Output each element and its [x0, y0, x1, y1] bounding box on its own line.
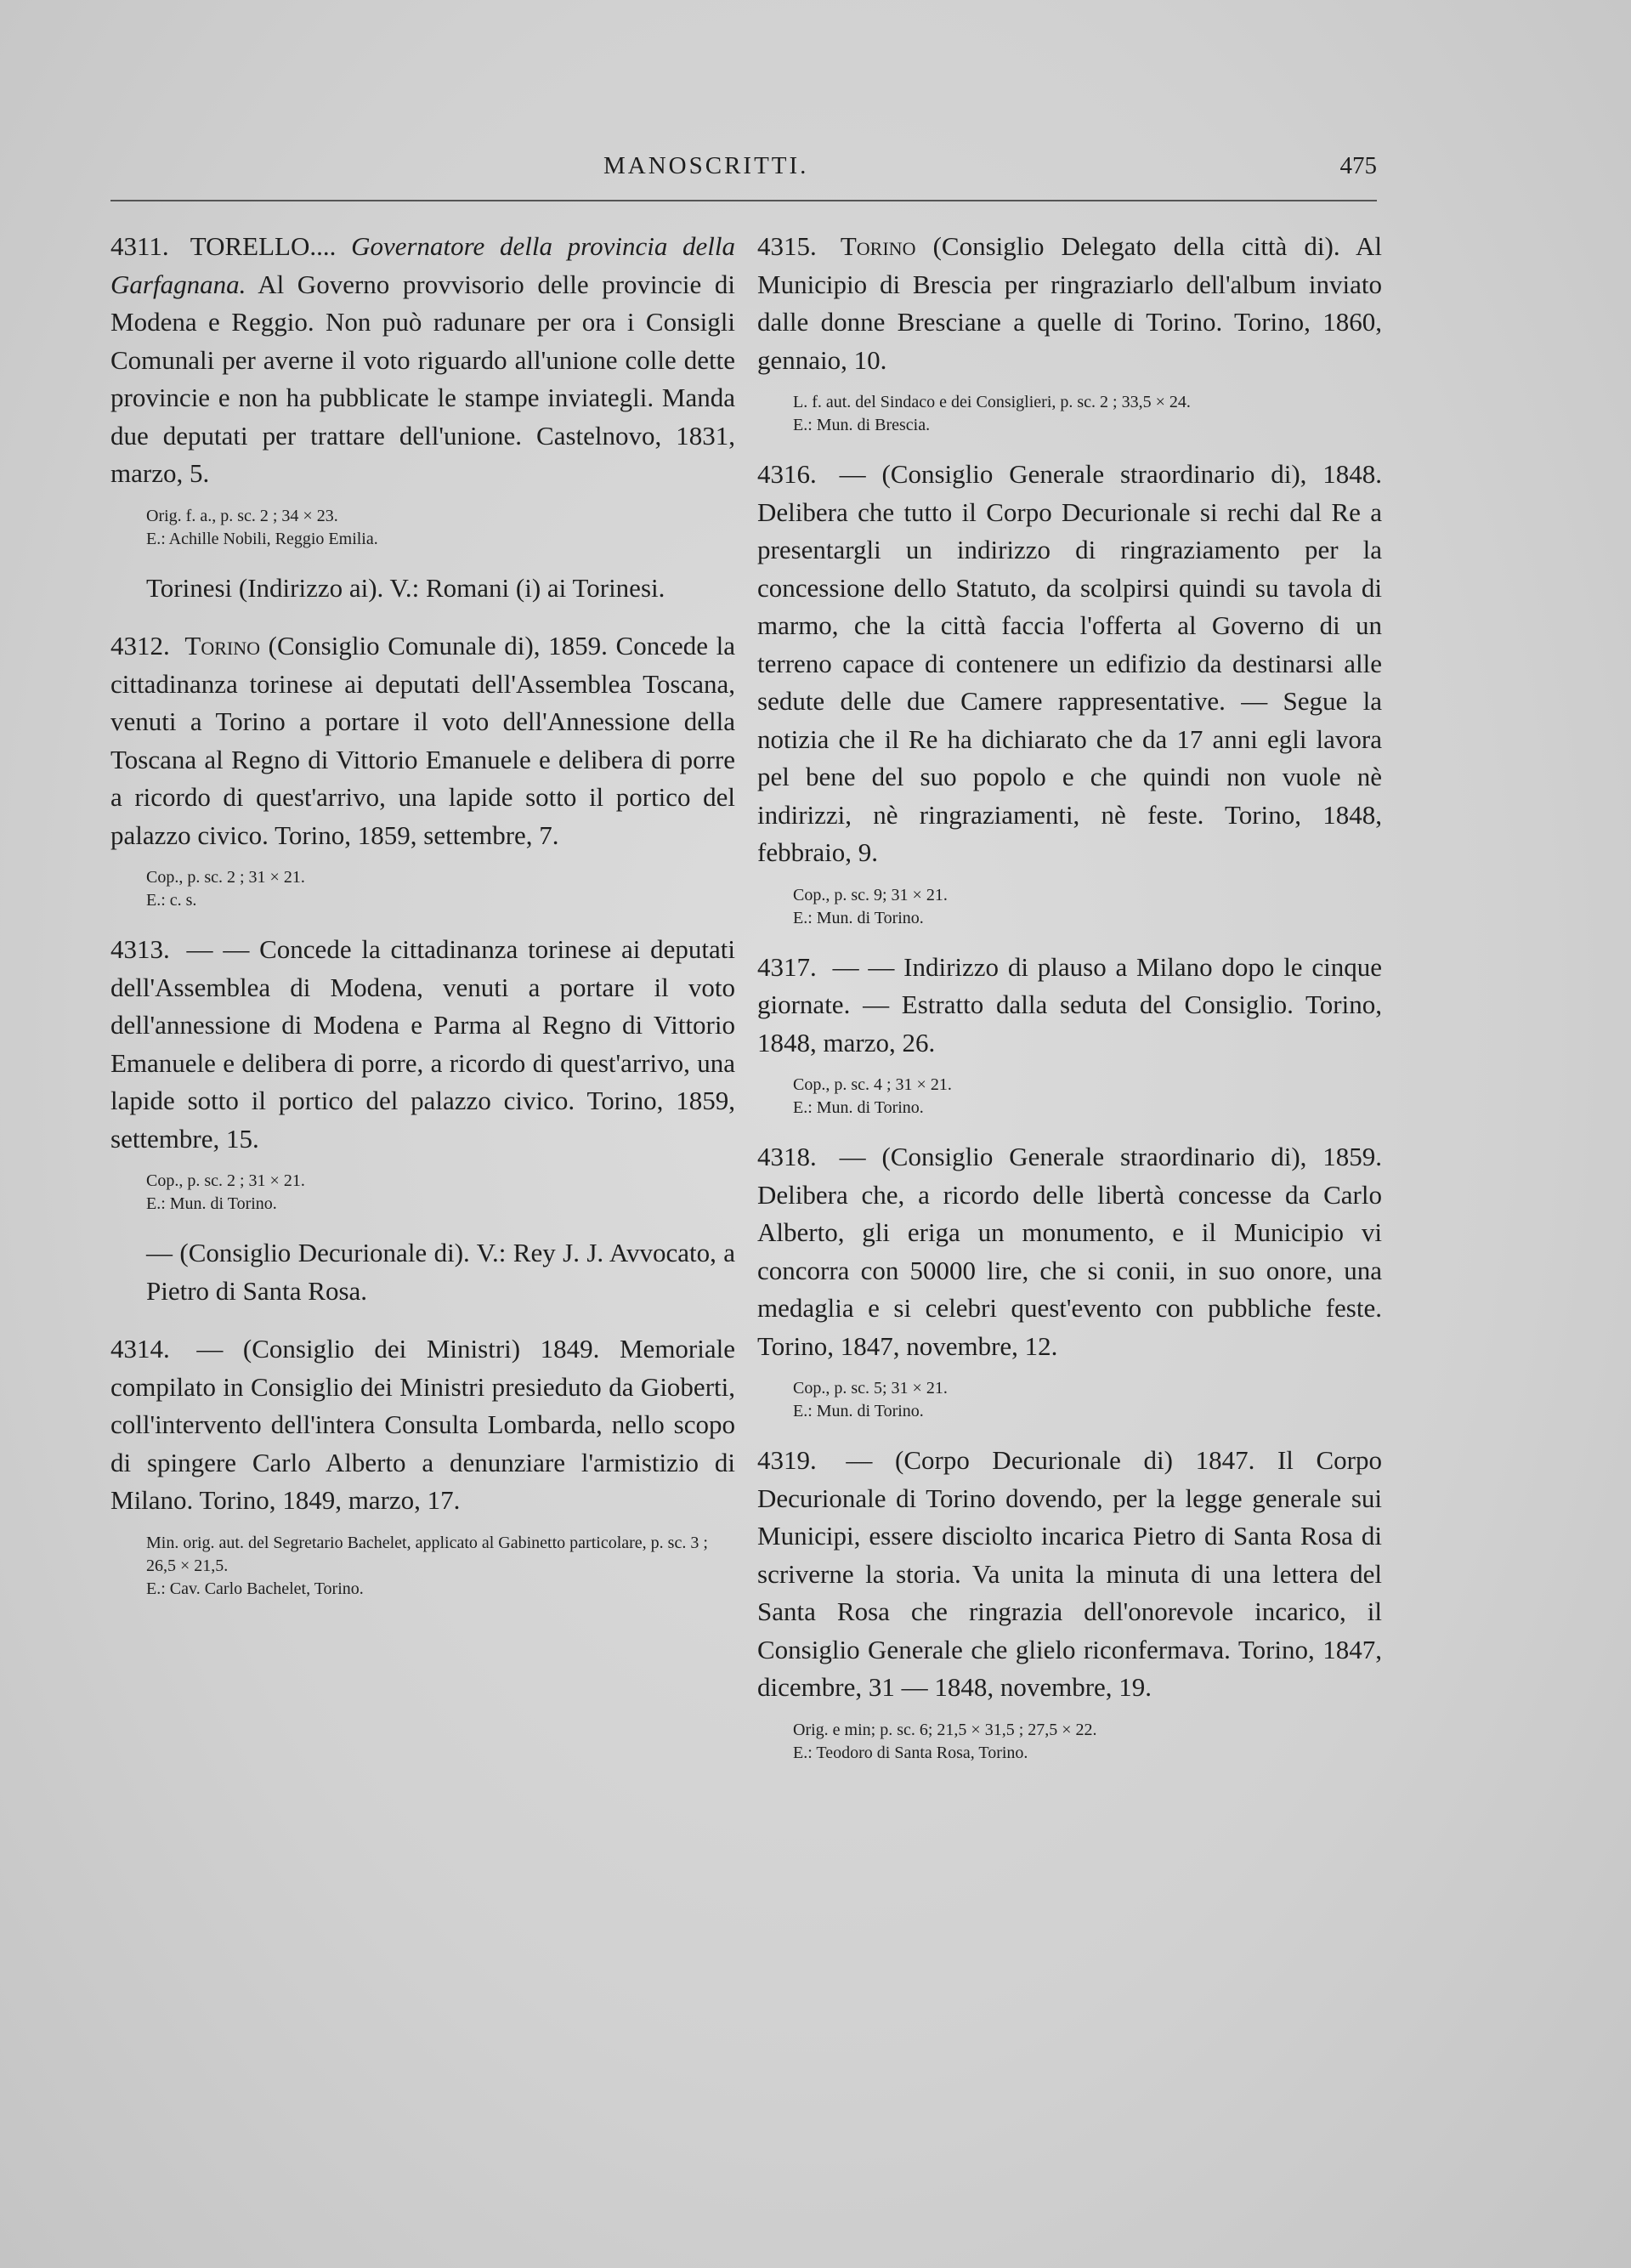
entry-4319	[757, 1442, 1382, 1765]
note-owner: E.: Mun. di Torino.	[793, 1402, 924, 1420]
note-description: Cop., p. sc. 9; 31 × 21.	[793, 885, 948, 904]
entry-notes	[146, 866, 735, 912]
entry-body: Al Governo provvisorio delle provincie di Modena e Reggio. Non può radunare per ora i Consigli Comunali per averne il voto riguardo all'unione colle dette provincie e non ha pubblicate le stampe inviategli. Manda due deputati per trattare dell'unione. Castelnovo, 1831, marzo, 5.	[110, 269, 735, 488]
entry-4311	[110, 228, 735, 551]
note-description: Min. orig. aut. del Segretario Bachelet, applicato al Gabinetto particolare, p. sc. 3 ; 26,5 × 21,5.	[146, 1533, 708, 1575]
entry-number: 4317.	[757, 951, 817, 982]
note-description: Orig. f. a., p. sc. 2 ; 34 × 23.	[146, 506, 338, 525]
entry-text	[110, 627, 735, 854]
entry-body: — (Corpo Decurionale di) 1847. Il Corpo Decurionale di Torino dovendo, per la legge generale sui Municipi, essere disciolto incarica Pietro di Santa Rosa di scriverne la storia. Va unita la minuta di una lettera del Santa Rosa che ringrazia dell'onorevole incarico, il Consiglio Generale che glielo riconfermava. Torino, 1847, dicembre, 31 — 1848, novembre, 19.	[757, 1445, 1383, 1702]
entry-number: 4319.	[757, 1445, 817, 1475]
entry-text	[757, 1138, 1382, 1365]
running-title: MANOSCRITTI.	[603, 152, 809, 179]
entry-4316	[757, 456, 1382, 930]
entry-notes	[793, 884, 1382, 930]
entry-4312	[110, 627, 735, 912]
left-column	[110, 228, 735, 1619]
note-description: Cop., p. sc. 4 ; 31 × 21.	[793, 1075, 952, 1094]
note-description: Orig. e min; p. sc. 6; 21,5 × 31,5 ; 27,5 × 22.	[793, 1720, 1097, 1739]
entry-number: 4316.	[757, 459, 817, 489]
cross-reference	[146, 570, 735, 608]
entry-name: TORELLO....	[190, 231, 337, 261]
entry-number: 4315.	[757, 231, 817, 261]
page-header	[110, 149, 1377, 201]
note-owner: E.: Cav. Carlo Bachelet, Torino.	[146, 1579, 364, 1598]
right-column	[757, 228, 1382, 1783]
entry-number: 4313.	[110, 934, 170, 964]
note-description: Cop., p. sc. 2 ; 31 × 21.	[146, 1171, 305, 1190]
entry-4318	[757, 1138, 1382, 1423]
entry-number: 4312.	[110, 631, 170, 661]
page-number: 475	[1339, 152, 1377, 179]
note-owner: E.: Teodoro di Santa Rosa, Torino.	[793, 1743, 1028, 1762]
entry-body: — (Consiglio dei Ministri) 1849. Memoriale compilato in Consiglio dei Ministri presieduto da Gioberti, coll'intervento dell'intera Consulta Lombarda, nello scopo di spingere Carlo Alberto a denunziare l'armistizio di Milano. Torino, 1849, marzo, 17.	[110, 1334, 736, 1515]
entry-4315	[757, 228, 1382, 437]
note-owner: E.: Mun. di Torino.	[793, 1098, 924, 1117]
entry-4314	[110, 1330, 735, 1601]
entry-notes	[146, 1170, 735, 1216]
entry-body: — (Consiglio Generale straordinario di), 1848. Delibera che tutto il Corpo Decurionale si rechi dal Re a presentargli un indirizzo di ringraziamento per la concessione dello Statuto, da scolpirsi quindi su tavola di marmo, che la città faccia l'offerta al Governo di un terreno capace di contenere un edifizio da destinarsi alle sedute delle due Camere rappresentative. — Segue la notizia che il Re ha dichiarato che da 17 anni egli lavora pel bene del suo popolo e che quindi non vuole nè indirizzi, nè ringraziamenti, nè feste. Torino, 1848, febbraio, 9.	[757, 459, 1382, 867]
entry-body: (Consiglio Comunale di), 1859. Concede la cittadinanza torinese ai deputati dell'Assemblea Toscana, venuti a Torino a portare il voto dell'Annessione della Toscana al Regno di Vittorio Emanuele e delibera di porre a ricordo di quest'arrivo, una lapide sotto il portico del palazzo civico. Torino, 1859, settembre, 7.	[110, 631, 736, 850]
entry-body: (Consiglio Delegato della città di). Al Municipio di Brescia per ringraziarlo dell'album inviato dalle donne Bresciane a quelle di Torino. Torino, 1860, gennaio, 10.	[757, 231, 1382, 375]
entry-notes	[146, 505, 735, 551]
note-owner: E.: c. s.	[146, 891, 197, 910]
entry-name: Torino	[184, 631, 261, 661]
entry-notes	[146, 1532, 735, 1601]
entry-text	[757, 228, 1382, 379]
entry-number: 4311.	[110, 231, 169, 261]
entry-4313	[110, 931, 735, 1216]
entry-body: — — Concede la cittadinanza torinese ai deputati dell'Assemblea di Modena, venuti a portare il voto dell'annessione di Modena e Parma al Regno di Vittorio Emanuele e delibera di porre, a ricordo di quest'arrivo, una lapide sotto il portico del palazzo civico. Torino, 1859, settembre, 15.	[110, 934, 736, 1154]
entry-4317	[757, 949, 1382, 1120]
cross-reference-text: — (Consiglio Decurionale di). V.: Rey J. J. Avvocato, a Pietro di Santa Rosa.	[146, 1238, 735, 1306]
entry-name: Torino	[840, 231, 916, 261]
entry-text	[757, 1442, 1382, 1707]
note-description: Cop., p. sc. 2 ; 31 × 21.	[146, 868, 305, 887]
entry-number: 4318.	[757, 1142, 817, 1171]
entry-body: — (Consiglio Generale straordinario di), 1859. Delibera che, a ricordo delle libertà concesse da Carlo Alberto, gli eriga un monumento, e il Municipio vi concorra con 50000 lire, che si conii, in suo onore, una medaglia e si celebri quest'evento con pubbliche feste. Torino, 1847, novembre, 12.	[757, 1142, 1382, 1361]
note-owner: E.: Mun. di Torino.	[146, 1194, 277, 1213]
entry-body: — — Indirizzo di plauso a Milano dopo le cinque giornate. — Estratto dalla seduta del Consiglio. Torino, 1848, marzo, 26.	[757, 951, 1382, 1057]
entry-text	[757, 456, 1382, 872]
entry-notes	[793, 391, 1382, 437]
entry-text	[110, 1330, 735, 1520]
entry-text	[110, 228, 735, 493]
entry-notes	[793, 1074, 1382, 1120]
cross-reference	[146, 1234, 735, 1310]
note-description: Cop., p. sc. 5; 31 × 21.	[793, 1379, 948, 1398]
entry-notes	[793, 1719, 1382, 1765]
entry-text	[110, 931, 735, 1158]
note-owner: E.: Mun. di Torino.	[793, 908, 924, 927]
note-owner: E.: Achille Nobili, Reggio Emilia.	[146, 529, 378, 548]
entry-title: Governatore della provincia della Garfagnana.	[110, 231, 735, 299]
note-owner: E.: Mun. di Brescia.	[793, 416, 931, 434]
cross-reference-text: Torinesi (Indirizzo ai). V.: Romani (i) ai Torinesi.	[146, 572, 665, 603]
entry-number: 4314.	[110, 1334, 170, 1364]
entry-notes	[793, 1377, 1382, 1423]
note-description: L. f. aut. del Sindaco e dei Consiglieri, p. sc. 2 ; 33,5 × 24.	[793, 393, 1191, 411]
entry-text	[757, 949, 1382, 1063]
